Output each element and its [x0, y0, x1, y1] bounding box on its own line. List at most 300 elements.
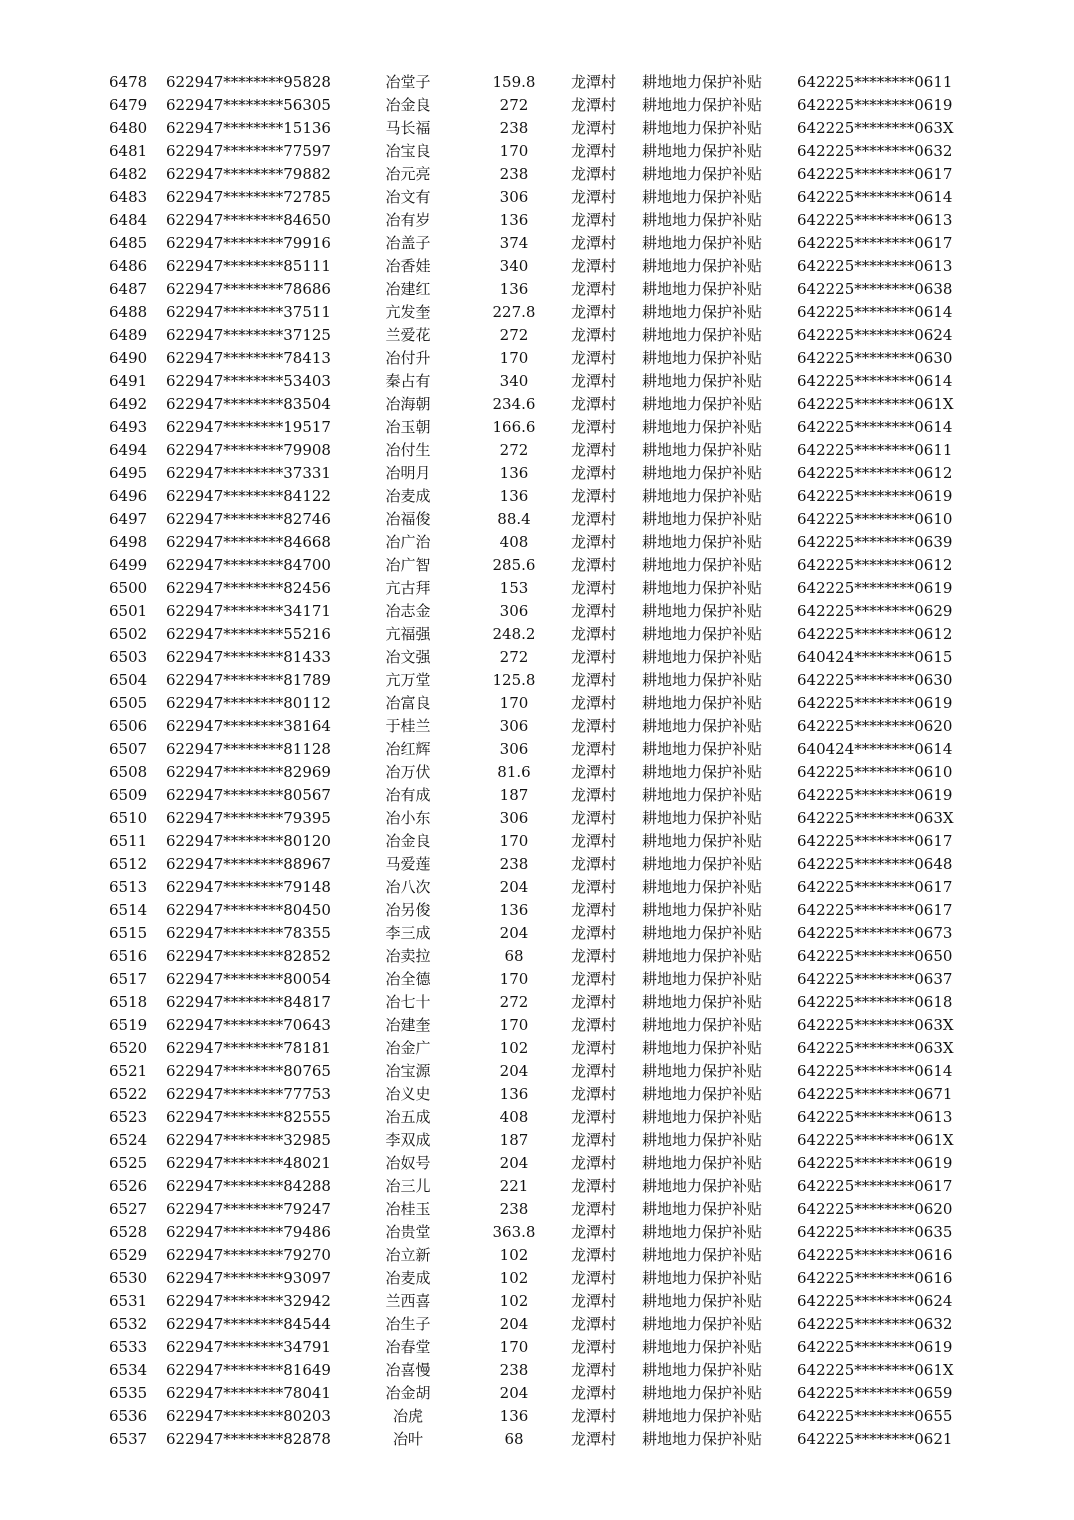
- village-cell: 龙潭村: [571, 832, 617, 850]
- amount-cell: 306: [499, 717, 529, 735]
- name-cell: 冶堂子: [385, 73, 431, 91]
- table-row: [0, 1359, 1074, 1382]
- table-row: [0, 370, 1074, 393]
- table-row: [0, 1244, 1074, 1267]
- name-cell: 冶三儿: [385, 1177, 431, 1195]
- subsidy-type-cell: 耕地地力保护补贴: [642, 211, 763, 229]
- account-number-cell: 622947********79916: [166, 234, 331, 252]
- amount-cell: 272: [499, 993, 529, 1011]
- table-row: [0, 715, 1074, 738]
- amount-cell: 306: [499, 602, 529, 620]
- seq-cell: 6529: [109, 1246, 148, 1264]
- id-number-cell: 642225********0611: [797, 73, 953, 91]
- table-row: [0, 1405, 1074, 1428]
- village-cell: 龙潭村: [571, 1131, 617, 1149]
- table-row: [0, 968, 1074, 991]
- name-cell: 冶金良: [385, 96, 431, 114]
- seq-cell: 6507: [109, 740, 148, 758]
- village-cell: 龙潭村: [571, 1016, 617, 1034]
- village-cell: 龙潭村: [571, 1177, 617, 1195]
- village-cell: 龙潭村: [571, 1315, 617, 1333]
- table-row: [0, 255, 1074, 278]
- seq-cell: 6536: [109, 1407, 148, 1425]
- seq-cell: 6491: [109, 372, 148, 390]
- account-number-cell: 622947********82852: [166, 947, 331, 965]
- amount-cell: 238: [499, 165, 529, 183]
- seq-cell: 6483: [109, 188, 148, 206]
- village-cell: 龙潭村: [571, 1062, 617, 1080]
- village-cell: 龙潭村: [571, 671, 617, 689]
- subsidy-table: [0, 71, 1074, 1451]
- seq-cell: 6500: [109, 579, 148, 597]
- id-number-cell: 642225********0638: [797, 280, 953, 298]
- account-number-cell: 622947********84288: [166, 1177, 331, 1195]
- seq-cell: 6502: [109, 625, 148, 643]
- amount-cell: 285.6: [492, 556, 536, 574]
- account-number-cell: 622947********38164: [166, 717, 331, 735]
- amount-cell: 159.8: [492, 73, 536, 91]
- seq-cell: 6485: [109, 234, 148, 252]
- name-cell: 冶香娃: [385, 257, 431, 275]
- name-cell: 冶宝源: [385, 1062, 431, 1080]
- name-cell: 冶八次: [385, 878, 431, 896]
- subsidy-type-cell: 耕地地力保护补贴: [642, 234, 763, 252]
- id-number-cell: 642225********061X: [797, 395, 954, 413]
- subsidy-type-cell: 耕地地力保护补贴: [642, 786, 763, 804]
- table-row: [0, 623, 1074, 646]
- account-number-cell: 622947********82969: [166, 763, 331, 781]
- account-number-cell: 622947********78686: [166, 280, 331, 298]
- seq-cell: 6532: [109, 1315, 148, 1333]
- subsidy-type-cell: 耕地地力保护补贴: [642, 510, 763, 528]
- amount-cell: 125.8: [492, 671, 536, 689]
- seq-cell: 6524: [109, 1131, 148, 1149]
- id-number-cell: 642225********0619: [797, 96, 953, 114]
- amount-cell: 227.8: [492, 303, 536, 321]
- name-cell: 冶喜慢: [385, 1361, 431, 1379]
- amount-cell: 340: [499, 257, 529, 275]
- amount-cell: 68: [504, 947, 524, 965]
- subsidy-type-cell: 耕地地力保护补贴: [642, 464, 763, 482]
- amount-cell: 248.2: [492, 625, 536, 643]
- account-number-cell: 622947********85111: [166, 257, 331, 275]
- village-cell: 龙潭村: [571, 694, 617, 712]
- name-cell: 冶全德: [385, 970, 431, 988]
- amount-cell: 204: [499, 1062, 529, 1080]
- id-number-cell: 642225********0617: [797, 1177, 953, 1195]
- village-cell: 龙潭村: [571, 142, 617, 160]
- amount-cell: 204: [499, 1384, 529, 1402]
- account-number-cell: 622947********81649: [166, 1361, 331, 1379]
- account-number-cell: 622947********82555: [166, 1108, 331, 1126]
- name-cell: 兰爱花: [385, 326, 431, 344]
- account-number-cell: 622947********19517: [166, 418, 331, 436]
- account-number-cell: 622947********84650: [166, 211, 331, 229]
- seq-cell: 6499: [109, 556, 148, 574]
- seq-cell: 6490: [109, 349, 148, 367]
- subsidy-type-cell: 耕地地力保护补贴: [642, 694, 763, 712]
- subsidy-type-cell: 耕地地力保护补贴: [642, 441, 763, 459]
- table-row: [0, 554, 1074, 577]
- seq-cell: 6496: [109, 487, 148, 505]
- id-number-cell: 642225********0619: [797, 694, 953, 712]
- amount-cell: 166.6: [492, 418, 536, 436]
- village-cell: 龙潭村: [571, 1039, 617, 1057]
- name-cell: 冶富良: [385, 694, 431, 712]
- village-cell: 龙潭村: [571, 786, 617, 804]
- table-row: [0, 140, 1074, 163]
- table-row: [0, 600, 1074, 623]
- id-number-cell: 642225********0619: [797, 579, 953, 597]
- seq-cell: 6526: [109, 1177, 148, 1195]
- account-number-cell: 622947********80203: [166, 1407, 331, 1425]
- account-number-cell: 622947********72785: [166, 188, 331, 206]
- amount-cell: 221: [499, 1177, 529, 1195]
- subsidy-type-cell: 耕地地力保护补贴: [642, 1269, 763, 1287]
- name-cell: 冶金胡: [385, 1384, 431, 1402]
- name-cell: 冶桂玉: [385, 1200, 431, 1218]
- table-row: [0, 922, 1074, 945]
- name-cell: 冶建红: [385, 280, 431, 298]
- name-cell: 冶贵堂: [385, 1223, 431, 1241]
- account-number-cell: 622947********84122: [166, 487, 331, 505]
- id-number-cell: 642225********0614: [797, 418, 953, 436]
- seq-cell: 6535: [109, 1384, 148, 1402]
- amount-cell: 408: [499, 1108, 529, 1126]
- subsidy-type-cell: 耕地地力保护补贴: [642, 832, 763, 850]
- id-number-cell: 642225********0637: [797, 970, 953, 988]
- village-cell: 龙潭村: [571, 372, 617, 390]
- village-cell: 龙潭村: [571, 1338, 617, 1356]
- id-number-cell: 642225********0650: [797, 947, 953, 965]
- seq-cell: 6522: [109, 1085, 148, 1103]
- account-number-cell: 622947********80112: [166, 694, 331, 712]
- village-cell: 龙潭村: [571, 1361, 617, 1379]
- name-cell: 冶万伏: [385, 763, 431, 781]
- amount-cell: 102: [499, 1269, 529, 1287]
- amount-cell: 238: [499, 119, 529, 137]
- subsidy-type-cell: 耕地地力保护补贴: [642, 1154, 763, 1172]
- account-number-cell: 622947********79270: [166, 1246, 331, 1264]
- id-number-cell: 642225********0635: [797, 1223, 953, 1241]
- seq-cell: 6527: [109, 1200, 148, 1218]
- village-cell: 龙潭村: [571, 878, 617, 896]
- table-row: [0, 232, 1074, 255]
- table-row: [0, 1175, 1074, 1198]
- seq-cell: 6504: [109, 671, 148, 689]
- seq-cell: 6537: [109, 1430, 148, 1448]
- village-cell: 龙潭村: [571, 1246, 617, 1264]
- name-cell: 冶广智: [385, 556, 431, 574]
- amount-cell: 306: [499, 809, 529, 827]
- amount-cell: 81.6: [497, 763, 531, 781]
- id-number-cell: 642225********0612: [797, 556, 953, 574]
- amount-cell: 102: [499, 1292, 529, 1310]
- amount-cell: 363.8: [492, 1223, 536, 1241]
- table-row: [0, 1129, 1074, 1152]
- name-cell: 冶金广: [385, 1039, 431, 1057]
- name-cell: 亢古拜: [385, 579, 431, 597]
- account-number-cell: 622947********84668: [166, 533, 331, 551]
- amount-cell: 136: [499, 1407, 529, 1425]
- name-cell: 冶麦成: [385, 487, 431, 505]
- account-number-cell: 622947********79148: [166, 878, 331, 896]
- account-number-cell: 622947********78041: [166, 1384, 331, 1402]
- account-number-cell: 622947********80120: [166, 832, 331, 850]
- id-number-cell: 642225********0632: [797, 142, 953, 160]
- subsidy-type-cell: 耕地地力保护补贴: [642, 1131, 763, 1149]
- amount-cell: 136: [499, 1085, 529, 1103]
- village-cell: 龙潭村: [571, 740, 617, 758]
- amount-cell: 153: [499, 579, 529, 597]
- table-row: [0, 324, 1074, 347]
- subsidy-type-cell: 耕地地力保护补贴: [642, 671, 763, 689]
- village-cell: 龙潭村: [571, 947, 617, 965]
- seq-cell: 6509: [109, 786, 148, 804]
- amount-cell: 374: [499, 234, 529, 252]
- table-row: [0, 163, 1074, 186]
- seq-cell: 6506: [109, 717, 148, 735]
- name-cell: 冶福俊: [385, 510, 431, 528]
- table-row: [0, 1060, 1074, 1083]
- seq-cell: 6519: [109, 1016, 148, 1034]
- subsidy-type-cell: 耕地地力保护补贴: [642, 809, 763, 827]
- subsidy-type-cell: 耕地地力保护补贴: [642, 395, 763, 413]
- subsidy-type-cell: 耕地地力保护补贴: [642, 1384, 763, 1402]
- subsidy-type-cell: 耕地地力保护补贴: [642, 1039, 763, 1057]
- name-cell: 冶志金: [385, 602, 431, 620]
- id-number-cell: 642225********0619: [797, 487, 953, 505]
- table-row: [0, 1382, 1074, 1405]
- table-row: [0, 945, 1074, 968]
- seq-cell: 6518: [109, 993, 148, 1011]
- subsidy-type-cell: 耕地地力保护补贴: [642, 303, 763, 321]
- id-number-cell: 642225********0632: [797, 1315, 953, 1333]
- seq-cell: 6516: [109, 947, 148, 965]
- seq-cell: 6492: [109, 395, 148, 413]
- account-number-cell: 622947********53403: [166, 372, 331, 390]
- table-row: [0, 416, 1074, 439]
- subsidy-type-cell: 耕地地力保护补贴: [642, 1315, 763, 1333]
- village-cell: 龙潭村: [571, 625, 617, 643]
- village-cell: 龙潭村: [571, 809, 617, 827]
- name-cell: 马长福: [385, 119, 431, 137]
- table-row: [0, 1037, 1074, 1060]
- name-cell: 冶叶: [392, 1430, 423, 1448]
- name-cell: 冶有成: [385, 786, 431, 804]
- seq-cell: 6478: [109, 73, 148, 91]
- account-number-cell: 622947********81433: [166, 648, 331, 666]
- amount-cell: 170: [499, 349, 529, 367]
- table-row: [0, 1106, 1074, 1129]
- village-cell: 龙潭村: [571, 395, 617, 413]
- amount-cell: 306: [499, 188, 529, 206]
- account-number-cell: 622947********82878: [166, 1430, 331, 1448]
- account-number-cell: 622947********88967: [166, 855, 331, 873]
- name-cell: 冶立新: [385, 1246, 431, 1264]
- id-number-cell: 642225********0619: [797, 1338, 953, 1356]
- subsidy-type-cell: 耕地地力保护补贴: [642, 188, 763, 206]
- seq-cell: 6523: [109, 1108, 148, 1126]
- id-number-cell: 642225********0613: [797, 1108, 953, 1126]
- id-number-cell: 642225********0614: [797, 303, 953, 321]
- account-number-cell: 622947********82456: [166, 579, 331, 597]
- seq-cell: 6489: [109, 326, 148, 344]
- village-cell: 龙潭村: [571, 993, 617, 1011]
- table-row: [0, 1221, 1074, 1244]
- seq-cell: 6513: [109, 878, 148, 896]
- name-cell: 李双成: [385, 1131, 431, 1149]
- subsidy-type-cell: 耕地地力保护补贴: [642, 418, 763, 436]
- id-number-cell: 642225********0624: [797, 1292, 953, 1310]
- name-cell: 冶宝良: [385, 142, 431, 160]
- id-number-cell: 642225********0630: [797, 349, 953, 367]
- id-number-cell: 642225********0624: [797, 326, 953, 344]
- village-cell: 龙潭村: [571, 602, 617, 620]
- subsidy-type-cell: 耕地地力保护补贴: [642, 625, 763, 643]
- village-cell: 龙潭村: [571, 648, 617, 666]
- id-number-cell: 642225********063X: [797, 1039, 954, 1057]
- amount-cell: 187: [499, 786, 529, 804]
- table-row: [0, 853, 1074, 876]
- table-row: [0, 899, 1074, 922]
- account-number-cell: 622947********95828: [166, 73, 331, 91]
- account-number-cell: 622947********84817: [166, 993, 331, 1011]
- subsidy-type-cell: 耕地地力保护补贴: [642, 1200, 763, 1218]
- id-number-cell: 642225********0616: [797, 1269, 953, 1287]
- account-number-cell: 622947********37511: [166, 303, 331, 321]
- village-cell: 龙潭村: [571, 901, 617, 919]
- amount-cell: 102: [499, 1246, 529, 1264]
- id-number-cell: 642225********0621: [797, 1430, 953, 1448]
- amount-cell: 170: [499, 832, 529, 850]
- id-number-cell: 642225********0610: [797, 510, 953, 528]
- amount-cell: 88.4: [497, 510, 531, 528]
- name-cell: 兰西喜: [385, 1292, 431, 1310]
- subsidy-type-cell: 耕地地力保护补贴: [642, 970, 763, 988]
- account-number-cell: 622947********79908: [166, 441, 331, 459]
- table-row: [0, 577, 1074, 600]
- table-row: [0, 94, 1074, 117]
- amount-cell: 170: [499, 1338, 529, 1356]
- id-number-cell: 642225********063X: [797, 1016, 954, 1034]
- account-number-cell: 622947********34791: [166, 1338, 331, 1356]
- subsidy-type-cell: 耕地地力保护补贴: [642, 763, 763, 781]
- id-number-cell: 642225********0659: [797, 1384, 953, 1402]
- seq-cell: 6517: [109, 970, 148, 988]
- name-cell: 冶金良: [385, 832, 431, 850]
- village-cell: 龙潭村: [571, 73, 617, 91]
- subsidy-type-cell: 耕地地力保护补贴: [642, 280, 763, 298]
- id-number-cell: 642225********0612: [797, 625, 953, 643]
- account-number-cell: 622947********48021: [166, 1154, 331, 1172]
- amount-cell: 204: [499, 1154, 529, 1172]
- account-number-cell: 622947********32985: [166, 1131, 331, 1149]
- name-cell: 冶红辉: [385, 740, 431, 758]
- name-cell: 马爱莲: [385, 855, 431, 873]
- subsidy-type-cell: 耕地地力保护补贴: [642, 1085, 763, 1103]
- table-row: [0, 71, 1074, 94]
- seq-cell: 6501: [109, 602, 148, 620]
- subsidy-type-cell: 耕地地力保护补贴: [642, 119, 763, 137]
- account-number-cell: 622947********83504: [166, 395, 331, 413]
- subsidy-type-cell: 耕地地力保护补贴: [642, 73, 763, 91]
- amount-cell: 187: [499, 1131, 529, 1149]
- amount-cell: 136: [499, 901, 529, 919]
- subsidy-type-cell: 耕地地力保护补贴: [642, 993, 763, 1011]
- account-number-cell: 622947********84700: [166, 556, 331, 574]
- subsidy-type-cell: 耕地地力保护补贴: [642, 1407, 763, 1425]
- name-cell: 秦占有: [385, 372, 431, 390]
- id-number-cell: 642225********0617: [797, 234, 953, 252]
- village-cell: 龙潭村: [571, 763, 617, 781]
- village-cell: 龙潭村: [571, 441, 617, 459]
- subsidy-type-cell: 耕地地力保护补贴: [642, 648, 763, 666]
- village-cell: 龙潭村: [571, 533, 617, 551]
- account-number-cell: 622947********93097: [166, 1269, 331, 1287]
- amount-cell: 272: [499, 648, 529, 666]
- subsidy-type-cell: 耕地地力保护补贴: [642, 717, 763, 735]
- account-number-cell: 622947********55216: [166, 625, 331, 643]
- seq-cell: 6515: [109, 924, 148, 942]
- seq-cell: 6481: [109, 142, 148, 160]
- id-number-cell: 642225********0617: [797, 832, 953, 850]
- amount-cell: 306: [499, 740, 529, 758]
- village-cell: 龙潭村: [571, 1223, 617, 1241]
- seq-cell: 6493: [109, 418, 148, 436]
- table-row: [0, 1428, 1074, 1451]
- id-number-cell: 642225********0620: [797, 1200, 953, 1218]
- id-number-cell: 642225********0648: [797, 855, 953, 873]
- id-number-cell: 642225********063X: [797, 119, 954, 137]
- id-number-cell: 642225********0614: [797, 372, 953, 390]
- id-number-cell: 642225********0617: [797, 165, 953, 183]
- id-number-cell: 642225********0619: [797, 1154, 953, 1172]
- table-row: [0, 186, 1074, 209]
- name-cell: 冶广治: [385, 533, 431, 551]
- name-cell: 冶另俊: [385, 901, 431, 919]
- account-number-cell: 622947********80567: [166, 786, 331, 804]
- subsidy-type-cell: 耕地地力保护补贴: [642, 1338, 763, 1356]
- subsidy-type-cell: 耕地地力保护补贴: [642, 257, 763, 275]
- table-row: [0, 738, 1074, 761]
- subsidy-type-cell: 耕地地力保护补贴: [642, 901, 763, 919]
- village-cell: 龙潭村: [571, 970, 617, 988]
- amount-cell: 170: [499, 970, 529, 988]
- seq-cell: 6494: [109, 441, 148, 459]
- village-cell: 龙潭村: [571, 1108, 617, 1126]
- account-number-cell: 622947********37125: [166, 326, 331, 344]
- id-number-cell: 642225********0616: [797, 1246, 953, 1264]
- account-number-cell: 622947********79486: [166, 1223, 331, 1241]
- table-row: [0, 1290, 1074, 1313]
- table-row: [0, 278, 1074, 301]
- table-row: [0, 485, 1074, 508]
- name-cell: 李三成: [385, 924, 431, 942]
- subsidy-type-cell: 耕地地力保护补贴: [642, 1062, 763, 1080]
- village-cell: 龙潭村: [571, 924, 617, 942]
- id-number-cell: 642225********0630: [797, 671, 953, 689]
- village-cell: 龙潭村: [571, 1085, 617, 1103]
- village-cell: 龙潭村: [571, 257, 617, 275]
- name-cell: 冶元亮: [385, 165, 431, 183]
- village-cell: 龙潭村: [571, 349, 617, 367]
- village-cell: 龙潭村: [571, 188, 617, 206]
- id-number-cell: 642225********0610: [797, 763, 953, 781]
- id-number-cell: 642225********0655: [797, 1407, 953, 1425]
- village-cell: 龙潭村: [571, 280, 617, 298]
- subsidy-type-cell: 耕地地力保护补贴: [642, 1246, 763, 1264]
